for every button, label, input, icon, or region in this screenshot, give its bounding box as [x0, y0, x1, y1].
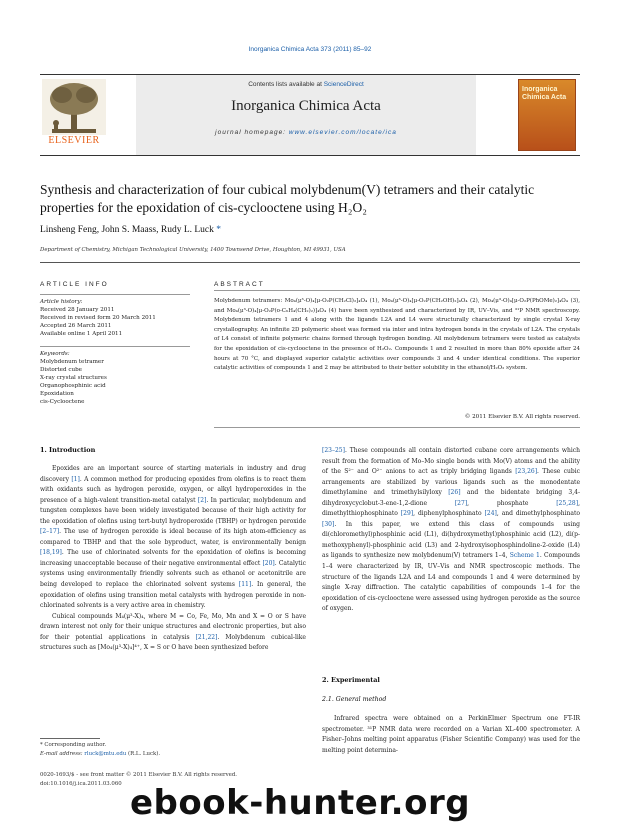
- introduction-column-left: [40, 464, 306, 654]
- text-run: . Molybdenum cubical-like structures such as [Mo₄(μ³-X)₄]⁴⁺, X = S or O have been synthesized before: [40, 633, 306, 652]
- citation-link[interactable]: [23,26]: [515, 468, 538, 476]
- header-center-panel: [136, 75, 476, 155]
- journal-title: Inorganica Chimica Acta: [231, 98, 381, 114]
- history-item: Received in revised form 20 March 2011: [40, 315, 156, 321]
- text-run: . A common method for producing epoxides from olefins is to react them with oxidants such as hydrogen peroxide, oxygen, or alkyl hydroperoxides in the presence of a high-valent transition-metal catalyst: [40, 475, 306, 504]
- citation-link[interactable]: [27]: [454, 499, 468, 507]
- text-run: . In general, the epoxidation of olefins using transition metal catalysts with hydrogen peroxide in non-chlorinated solvents is a very active area in chemistry.: [40, 581, 306, 610]
- corresponding-author-note: * Corresponding author.: [40, 742, 107, 748]
- contents-prefix: Contents lists available at: [248, 81, 324, 88]
- keyword: Organophosphinic acid: [40, 383, 106, 389]
- text-run: . These cubic arrangements are stabilized by various ligands such as the monodentate dimethylamine and trimethylsilyloxy: [322, 468, 580, 497]
- abstract-rule-top: [214, 290, 580, 291]
- citation-link[interactable]: [30]: [322, 520, 335, 528]
- info-rule: [40, 346, 190, 347]
- article-info-panel: [40, 294, 190, 406]
- introduction-heading: 1. Introduction: [40, 446, 96, 454]
- history-item: Received 28 January 2011: [40, 307, 115, 313]
- text-run: and the bidentate bridging 3,4-dihydroxycyclobut-3-ene-1,2-dione: [322, 489, 580, 507]
- keyword: Epoxidation: [40, 391, 74, 397]
- citation-link[interactable]: [2–17]: [40, 528, 60, 536]
- citation-link[interactable]: [23–25]: [322, 447, 345, 454]
- homepage-url-link[interactable]: www.elsevier.com/locate/ica: [288, 129, 397, 136]
- keywords-label: Keywords:: [40, 351, 70, 357]
- citation-link[interactable]: [1]: [71, 475, 80, 483]
- email-label: E-mail address:: [40, 751, 85, 757]
- info-rule: [40, 294, 190, 295]
- issn-line: 0020-1693/$ - see front matter © 2011 Elsevier B.V. All rights reserved.: [40, 772, 237, 778]
- general-method-heading: 2.1. General method: [322, 696, 387, 703]
- text-run: . The use of hydrogen peroxide is ideal because of its high atom-efficiency as compared to TBHP and that the sole byproduct, water, is environmentally benign: [40, 528, 306, 546]
- general-method-text: [322, 714, 580, 756]
- citation-link[interactable]: [29]: [400, 510, 414, 518]
- journal-header: [40, 74, 580, 156]
- citation-link[interactable]: [24]: [484, 510, 497, 518]
- intro-paragraph-1: [40, 464, 306, 612]
- email-link[interactable]: rluck@mtu.edu: [84, 751, 127, 757]
- text-run: . The use of chlorinated solvents for the epoxidation of olefins is becoming increasing unacceptable because of their negative environmental effect: [40, 549, 306, 567]
- contents-line: [136, 81, 476, 88]
- experimental-heading: 2. Experimental: [322, 676, 380, 684]
- history-item: Accepted 26 March 2011: [40, 323, 112, 329]
- intro-paragraph-3: [322, 446, 580, 615]
- history-item: Available online 1 April 2011: [40, 331, 123, 337]
- citation-link[interactable]: [2]: [197, 496, 207, 504]
- footnote-rule: [40, 738, 100, 739]
- article-title: Synthesis and characterization of four cubical molybdenum(V) tetramers and their catalytic properties for the epoxidation of cis-cyclooctene using H₂O₂: [40, 182, 535, 215]
- email-line: [40, 751, 160, 757]
- text-run: Cubical compounds M₄(μ³-X)₄, where M = Co, Fe, Mo, Mn and X = O or S have drawn interest not only for their unique structures and electronic properties, but also for their potential applications in catalysis: [40, 612, 306, 641]
- scheme-link[interactable]: Scheme 1: [509, 552, 540, 560]
- citation-link[interactable]: [18,19]: [40, 549, 62, 557]
- text-run: , diphenylphosphinato: [413, 510, 485, 518]
- journal-citation-link[interactable]: Inorganica Chimica Acta 373 (2011) 85–92: [248, 46, 372, 53]
- text-run: . In this paper, we extend this class of compounds using di(chloromethyl)phosphinic acid (L1), di(hydroxymethyl)phosphinic acid (L2), di(p-methoxyphenyl)-phosphinic acid (L3) and 2-hydroxyisophosphindoline-2-oxide (L4) as ligands to synthesize new molybdenum(V) tetramers 1–4,: [322, 520, 580, 560]
- abstract-rule-bottom: [214, 427, 580, 428]
- citation-link[interactable]: [20]: [262, 559, 275, 567]
- email-name: (R.L. Luck).: [126, 751, 161, 757]
- citation-link[interactable]: [11]: [238, 581, 252, 589]
- publisher-name: ELSEVIER: [48, 135, 100, 146]
- keyword: Molybdenum tetramer: [40, 359, 104, 365]
- homepage-prefix: journal homepage:: [215, 129, 289, 136]
- text-run: . These compounds all contain distorted cubane core arrangements which result from the formation of Mo–Mo single bonds with Mo(V) atoms and the ability of the S²⁻ and O²⁻ anions to act as triply bridging ligands: [322, 447, 580, 476]
- watermark-text: ebook-hunter.org: [130, 783, 471, 823]
- text-run: , and dimethylphosphinato: [496, 510, 580, 518]
- general-paragraph: Infrared spectra were obtained on a PerkinElmer Spectrum one FT-IR spectrometer. ³¹P NMR data were recorded on a Varian XL-400 spectrometer. A Fisher–Johns melting point apparatus (Fisher Scientific Company) was used for the melting point determina-: [322, 715, 580, 754]
- sciencedirect-link[interactable]: ScienceDirect: [323, 81, 364, 88]
- affiliation: Department of Chemistry, Michigan Technological University, 1400 Townsend Drive, Houghton, MI 49931, USA: [40, 247, 346, 253]
- abstract-heading: ABSTRACT: [214, 281, 265, 288]
- divider: [40, 262, 580, 263]
- intro-paragraph-2: [40, 612, 306, 654]
- citation-link[interactable]: [25,28]: [556, 499, 579, 507]
- journal-cover-image: [518, 79, 576, 151]
- introduction-column-right: [322, 446, 580, 615]
- keyword: X-ray crystal structures: [40, 375, 107, 381]
- text-run: , dimethylthiophosphinato: [322, 499, 580, 518]
- cover-title: Inorganica Chimica Acta: [522, 86, 567, 101]
- citation-link[interactable]: [26]: [448, 489, 461, 497]
- author-list: [40, 225, 580, 235]
- citation-link[interactable]: [21,22]: [195, 633, 218, 641]
- text-run: , phosphate: [467, 499, 557, 507]
- keyword: cis-Cyclooctene: [40, 399, 85, 405]
- text-run: . In particular, molybdenum and tungsten complexes have been widely investigated because of their high activity for the epoxidation of olefins using tert-butyl hydroperoxide (TBHP) or hydrogen peroxide: [40, 496, 306, 525]
- journal-homepage: [136, 129, 476, 136]
- article-info-heading: ARTICLE INFO: [40, 281, 109, 288]
- doi-link[interactable]: doi:10.1016/j.ica.2011.03.060: [40, 781, 122, 787]
- abstract-text: Molybdenum tetramers: Mo₄(μ³-O)₄[μ-O₂P(CH₂Cl)₂]₄O₄ (1), Mo₄(μ³-O)₄[μ-O₂P(CH₂OH)₂]₄O₄ (2), Mo₄(μ³-O)₄[μ-O₂P(PhOMe)₂]₄O₄ (3), and Mo₄(μ³-O)₄[μ-O₂P(o-C₆H₄(CH₂)₂)]₄O₄ (4) have been synthesized and characterized by IR, UV–Vis, and ³¹P NMR spectroscopy. Molybdenum tetramers 1 and 4 along with the ligands L2A and L4 were structurally characterized by single crystal X-ray crystallography. An infinite 2D polymeric sheet was formed via inter and intra hydrogen bonds in the crystals of L2A. The crystals of L4 consist of infinite polymeric chains formed through hydrogen bonding. All molybdenum tetramers were tested as catalysts for the epoxidation of cis-cyclooctene in the presence of H₂O₂. Compounds 1 and 2 resulted in more than 80% epoxide after 24 hours at 70 °C, and displayed superior catalytic activities over compounds 3 and 4 under identical conditions. The superior catalytic activities of compounds 1 and 2 may be attributed to their better solubility in the ethanol/H₂O₂ system.: [214, 298, 580, 372]
- text-run: . Catalytic systems using environmentally friendly solvents such as ethanol or acetonitrile are being developed to replace the chlorinated solvent systems: [40, 559, 306, 589]
- corresponding-author-link[interactable]: *: [213, 225, 222, 235]
- text-run: . Compounds 1–4 were characterized by IR, UV–Vis and NMR spectroscopic methods. The structure of the ligands L2A and L4 and compounds 1 and 4 were determined by single X-ray diffraction. The catalytic capabilities of compounds 1–4 for the epoxidation of cis-cyclooctene were assessed using hydrogen peroxide as the source of oxygen.: [322, 552, 580, 613]
- text-run: Epoxides are an important source of starting materials in industry and drug discovery: [40, 465, 306, 483]
- history-label: Article history:: [40, 299, 83, 305]
- authors: Linsheng Feng, John S. Maass, Rudy L. Luck: [40, 225, 214, 235]
- keyword: Distorted cube: [40, 367, 82, 373]
- copyright: © 2011 Elsevier B.V. All rights reserved.: [464, 414, 580, 420]
